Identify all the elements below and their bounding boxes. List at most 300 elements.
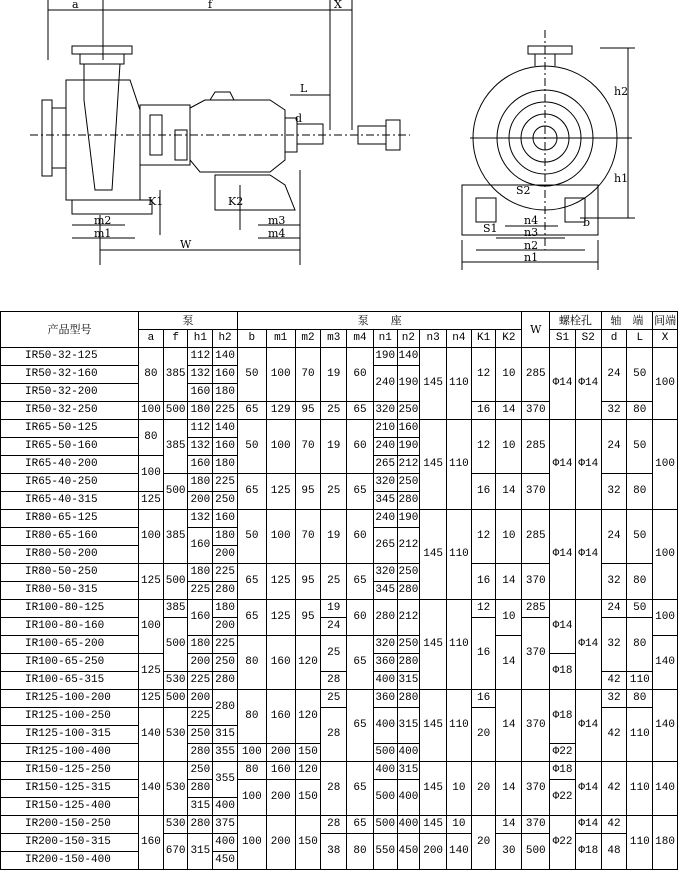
cell: Φ14 <box>575 348 601 420</box>
cell: 100 <box>237 780 266 816</box>
model-cell: IR80-50-200 <box>1 546 139 564</box>
cell: 500 <box>373 780 397 816</box>
cell: 385 <box>163 420 188 474</box>
cell: 110 <box>627 762 653 816</box>
model-cell: IR50-32-125 <box>1 348 139 366</box>
cell: 132 <box>188 438 213 456</box>
cell: 530 <box>163 672 188 690</box>
cell: 385 <box>163 600 188 618</box>
dim-label-b: b <box>583 216 591 229</box>
cell: 100 <box>266 348 295 402</box>
cell: 100 <box>653 348 678 420</box>
dim-label-h2: h2 <box>614 85 629 98</box>
cell: 132 <box>188 366 213 384</box>
model-cell: IR50-32-250 <box>1 402 139 420</box>
col-m2: m2 <box>295 330 321 348</box>
cell: 500 <box>163 564 188 600</box>
cell: 180 <box>188 636 213 654</box>
cell: 48 <box>601 834 627 870</box>
cell: 125 <box>139 492 164 510</box>
model-cell: IR50-32-160 <box>1 366 139 384</box>
col-a: a <box>139 330 164 348</box>
cell: 25 <box>321 636 347 672</box>
cell: Φ14 <box>575 690 601 762</box>
col-n3: n3 <box>420 330 447 348</box>
cell: 110 <box>627 672 653 690</box>
cell: 16 <box>471 564 496 600</box>
dim-label-m1: m1 <box>94 227 112 240</box>
cell: 190 <box>397 510 420 528</box>
cell: 190 <box>373 348 397 366</box>
model-cell: IR100-65-250 <box>1 654 139 672</box>
model-cell: IR100-65-315 <box>1 672 139 690</box>
cell: 16 <box>471 474 496 510</box>
col-S2: S2 <box>575 330 601 348</box>
cell: 190 <box>397 438 420 456</box>
cell: 225 <box>213 564 238 582</box>
cell: 25 <box>321 402 347 420</box>
cell: 180 <box>188 564 213 582</box>
cell: 80 <box>627 402 653 420</box>
cell: 65 <box>347 816 374 834</box>
cell: 12 <box>471 510 496 564</box>
dim-label-f: f <box>208 0 213 11</box>
cell: 19 <box>321 600 347 618</box>
cell: 385 <box>163 510 188 564</box>
cell: 450 <box>397 834 420 870</box>
cell: 360 <box>373 690 397 708</box>
cell: 65 <box>347 564 374 600</box>
cell: 95 <box>295 474 321 510</box>
cell: 180 <box>213 384 238 402</box>
cell: 280 <box>188 816 213 834</box>
cell: 140 <box>653 690 678 762</box>
cell: 315 <box>213 726 238 744</box>
header-W: W <box>522 312 550 348</box>
dim-label-S1: S1 <box>483 222 498 235</box>
cell: 16 <box>471 402 496 420</box>
cell: 125 <box>266 564 295 600</box>
cell: 370 <box>522 564 550 600</box>
cell: 400 <box>397 816 420 834</box>
cell: 65 <box>347 474 374 510</box>
cell: 24 <box>601 420 627 474</box>
cell: Φ14 <box>550 510 576 600</box>
cell: Φ14 <box>575 816 601 834</box>
cell: 315 <box>188 798 213 816</box>
model-cell: IR200-150-315 <box>1 834 139 852</box>
cell: 500 <box>522 834 550 870</box>
cell: 38 <box>321 834 347 870</box>
cell: 285 <box>522 420 550 474</box>
cell: Φ14 <box>550 600 576 654</box>
cell: 20 <box>471 762 496 816</box>
model-cell: IR50-32-200 <box>1 384 139 402</box>
col-X: X <box>653 330 678 348</box>
cell: 42 <box>601 762 627 816</box>
header-pump: 泵 <box>139 312 238 330</box>
cell: 160 <box>139 816 164 870</box>
cell: 14 <box>496 762 522 816</box>
cell: 65 <box>237 600 266 636</box>
cell: 400 <box>373 708 397 744</box>
dim-label-n3: n3 <box>524 226 539 239</box>
cell: 10 <box>447 762 472 816</box>
model-cell: IR65-40-250 <box>1 474 139 492</box>
cell: 150 <box>295 816 321 870</box>
pump-dimension-drawing <box>0 0 678 310</box>
cell: 315 <box>397 762 420 780</box>
cell: 24 <box>321 618 347 636</box>
cell: 125 <box>139 690 164 708</box>
cell: 145 <box>420 600 447 690</box>
cell: 140 <box>139 762 164 816</box>
cell: 280 <box>397 582 420 600</box>
cell: 42 <box>601 816 627 834</box>
model-cell: IR100-80-160 <box>1 618 139 636</box>
cell: 65 <box>347 402 374 420</box>
cell: 145 <box>420 420 447 510</box>
model-cell: IR125-100-400 <box>1 744 139 762</box>
cell: 345 <box>373 492 397 510</box>
cell: 160 <box>213 366 238 384</box>
cell: 100 <box>653 510 678 600</box>
cell: 28 <box>321 672 347 690</box>
cell: 140 <box>653 762 678 816</box>
cell: 160 <box>266 762 295 780</box>
cell: 129 <box>266 402 295 420</box>
cell: 225 <box>188 708 213 726</box>
cell: 200 <box>266 744 295 762</box>
header-bolt: 螺栓孔 <box>550 312 602 330</box>
cell: 120 <box>295 762 321 780</box>
col-n2: n2 <box>397 330 420 348</box>
cell: 190 <box>397 366 420 402</box>
cell: 400 <box>397 780 420 816</box>
cell: 120 <box>295 636 321 690</box>
cell: 200 <box>213 546 238 564</box>
col-n1: n1 <box>373 330 397 348</box>
cell: 100 <box>653 420 678 510</box>
cell: 50 <box>627 348 653 402</box>
model-cell: IR80-50-250 <box>1 564 139 582</box>
dim-label-a: a <box>72 0 79 11</box>
cell: Φ14 <box>550 420 576 510</box>
dim-label-n2: n2 <box>524 239 539 252</box>
col-K1: K1 <box>471 330 496 348</box>
cell: 42 <box>601 708 627 762</box>
cell: 400 <box>373 762 397 780</box>
model-cell: IR150-125-250 <box>1 762 139 780</box>
cell: 200 <box>188 492 213 510</box>
col-b: b <box>237 330 266 348</box>
cell: 80 <box>627 474 653 510</box>
cell: 265 <box>373 528 397 564</box>
cell: 70 <box>295 348 321 402</box>
cell: 65 <box>347 636 374 690</box>
cell: 50 <box>627 600 653 618</box>
cell: 80 <box>237 762 266 780</box>
cell: 160 <box>213 438 238 456</box>
model-cell: IR150-125-400 <box>1 798 139 816</box>
cell: 530 <box>163 762 188 816</box>
cell: 110 <box>447 690 472 762</box>
dim-label-h1: h1 <box>614 172 629 185</box>
cell: 110 <box>447 420 472 510</box>
cell: 355 <box>213 762 238 798</box>
cell: 200 <box>213 618 238 636</box>
cell: 212 <box>397 600 420 636</box>
cell: 60 <box>347 510 374 564</box>
col-h2: h2 <box>213 330 238 348</box>
cell: 14 <box>496 636 522 690</box>
cell: 500 <box>373 744 397 762</box>
pump-dimension-table <box>0 311 678 870</box>
cell: 370 <box>522 816 550 834</box>
cell: 28 <box>321 816 347 834</box>
dim-label-K2: K2 <box>228 195 244 208</box>
cell: 14 <box>496 690 522 762</box>
cell: 125 <box>266 474 295 510</box>
cell: 145 <box>420 348 447 420</box>
cell: 400 <box>213 798 238 816</box>
cell: 150 <box>295 744 321 762</box>
dim-label-L: L <box>300 82 308 95</box>
cell: 250 <box>213 654 238 672</box>
cell: Φ14 <box>550 348 576 420</box>
cell: 70 <box>295 510 321 564</box>
cell: 28 <box>321 762 347 816</box>
cell: 280 <box>188 780 213 798</box>
cell: 370 <box>522 474 550 510</box>
cell: 280 <box>188 744 213 762</box>
cell: 240 <box>373 366 397 402</box>
cell: 530 <box>163 816 188 834</box>
cell: 110 <box>447 600 472 690</box>
cell: 140 <box>397 348 420 366</box>
cell: 80 <box>139 348 164 402</box>
cell: 375 <box>213 816 238 834</box>
dim-label-m2: m2 <box>94 214 112 227</box>
cell: 370 <box>522 762 550 816</box>
cell: 280 <box>397 654 420 672</box>
cell: 550 <box>373 834 397 870</box>
cell: 500 <box>163 690 188 708</box>
cell: 10 <box>496 420 522 474</box>
cell: 210 <box>373 420 397 438</box>
cell: 80 <box>627 564 653 600</box>
cell: 125 <box>139 654 164 690</box>
cell: 145 <box>420 762 447 816</box>
cell: 112 <box>188 420 213 438</box>
cell: 285 <box>522 510 550 564</box>
cell: 24 <box>601 510 627 564</box>
cell: 42 <box>601 672 627 690</box>
cell: 140 <box>447 834 472 870</box>
cell: 50 <box>627 510 653 564</box>
cell: 95 <box>295 402 321 420</box>
cell: 315 <box>397 672 420 690</box>
cell: Φ18 <box>550 762 576 780</box>
col-m3: m3 <box>321 330 347 348</box>
cell: 315 <box>397 708 420 744</box>
cell: 225 <box>213 636 238 654</box>
cell: 14 <box>496 564 522 600</box>
dim-label-K1: K1 <box>148 195 164 208</box>
cell: 500 <box>163 618 188 672</box>
cell: 120 <box>295 690 321 744</box>
cell: 370 <box>522 402 550 420</box>
cell: 160 <box>188 528 213 564</box>
cell: 19 <box>321 510 347 564</box>
cell: 530 <box>163 708 188 762</box>
model-cell: IR125-100-200 <box>1 690 139 708</box>
header-model: 产品型号 <box>1 312 139 348</box>
model-cell: IR65-50-160 <box>1 438 139 456</box>
cell: 225 <box>188 582 213 600</box>
cell: 100 <box>139 510 164 564</box>
cell: 280 <box>397 492 420 510</box>
cell: 50 <box>627 420 653 474</box>
cell: 12 <box>471 348 496 402</box>
model-cell: IR80-65-160 <box>1 528 139 546</box>
cell: 24 <box>601 600 627 618</box>
cell: 285 <box>522 348 550 402</box>
cell: 125 <box>139 564 164 600</box>
cell: 32 <box>601 402 627 420</box>
cell: 100 <box>139 402 164 420</box>
cell: 25 <box>321 474 347 510</box>
header-shaft: 轴 端 <box>601 312 653 330</box>
cell: 100 <box>139 600 164 654</box>
cell: 500 <box>163 402 188 420</box>
cell: 500 <box>373 816 397 834</box>
cell: 80 <box>627 690 653 708</box>
cell: 65 <box>347 762 374 816</box>
model-cell: IR150-125-315 <box>1 780 139 798</box>
cell: 200 <box>420 834 447 870</box>
cell: 80 <box>627 618 653 672</box>
cell: Φ14 <box>575 762 601 816</box>
cell: 20 <box>471 816 496 870</box>
dim-label-d: d <box>295 112 303 125</box>
model-cell: IR200-150-250 <box>1 816 139 834</box>
cell: 10 <box>496 600 522 636</box>
cell: 112 <box>188 348 213 366</box>
cell: 65 <box>237 402 266 420</box>
cell: 320 <box>373 402 397 420</box>
cell: 80 <box>139 420 164 456</box>
cell: 240 <box>373 438 397 456</box>
cell: 280 <box>213 672 238 690</box>
model-cell: IR200-150-400 <box>1 852 139 870</box>
cell: 28 <box>321 708 347 762</box>
cell: 80 <box>347 834 374 870</box>
cell: 132 <box>188 510 213 528</box>
cell: 110 <box>447 510 472 600</box>
model-cell: IR125-100-315 <box>1 726 139 744</box>
cell: 16 <box>471 618 496 690</box>
cell: 320 <box>373 474 397 492</box>
col-n4: n4 <box>447 330 472 348</box>
cell: 100 <box>653 600 678 636</box>
cell: 250 <box>397 402 420 420</box>
cell: 355 <box>213 744 238 762</box>
cell: 250 <box>188 726 213 744</box>
cell: 145 <box>420 816 447 834</box>
model-cell: IR80-65-125 <box>1 510 139 528</box>
col-m1: m1 <box>266 330 295 348</box>
col-f: f <box>163 330 188 348</box>
cell: 19 <box>321 348 347 402</box>
cell: 32 <box>601 474 627 510</box>
cell: 95 <box>295 564 321 600</box>
cell: 100 <box>237 816 266 870</box>
cell: 14 <box>496 816 522 834</box>
cell: 24 <box>601 348 627 402</box>
cell: 140 <box>213 420 238 438</box>
cell: 95 <box>295 600 321 636</box>
dim-label-m4: m4 <box>268 227 286 240</box>
cell: 32 <box>601 690 627 708</box>
cell: 65 <box>237 474 266 510</box>
cell: 280 <box>373 600 397 636</box>
cell: 32 <box>601 564 627 600</box>
cell: 110 <box>627 816 653 870</box>
cell: 250 <box>397 636 420 654</box>
cell: 250 <box>188 762 213 780</box>
model-cell: IR65-40-200 <box>1 456 139 474</box>
dim-label-S2: S2 <box>516 184 531 197</box>
cell: 160 <box>266 636 295 690</box>
cell: 25 <box>321 564 347 600</box>
cell: 225 <box>188 672 213 690</box>
cell: 225 <box>213 402 238 420</box>
cell: 250 <box>397 564 420 582</box>
cell: 400 <box>397 744 420 762</box>
cell: 240 <box>373 510 397 528</box>
cell: 60 <box>347 420 374 474</box>
dim-label-W: W <box>180 238 192 251</box>
cell: 212 <box>397 456 420 474</box>
cell: 100 <box>266 510 295 564</box>
col-h1: h1 <box>188 330 213 348</box>
cell: Φ14 <box>575 600 601 690</box>
model-cell: IR65-50-125 <box>1 420 139 438</box>
cell: 225 <box>213 474 238 492</box>
cell: 10 <box>447 816 472 834</box>
cell: 200 <box>266 816 295 870</box>
cell: 100 <box>266 420 295 474</box>
cell: 160 <box>397 420 420 438</box>
model-cell: IR65-40-315 <box>1 492 139 510</box>
cell: Φ18 <box>550 690 576 744</box>
cell: 110 <box>627 708 653 762</box>
model-cell: IR125-100-250 <box>1 708 139 726</box>
cell: 70 <box>295 420 321 474</box>
cell: Φ18 <box>575 834 601 870</box>
cell: 65 <box>347 690 374 762</box>
cell: 450 <box>213 852 238 870</box>
cell: 145 <box>420 690 447 762</box>
cell: 280 <box>213 690 238 726</box>
cell: 14 <box>496 474 522 510</box>
cell: 320 <box>373 636 397 654</box>
cell: 250 <box>397 474 420 492</box>
cell: 50 <box>237 348 266 402</box>
cell: 212 <box>397 528 420 564</box>
cell: 12 <box>471 420 496 474</box>
